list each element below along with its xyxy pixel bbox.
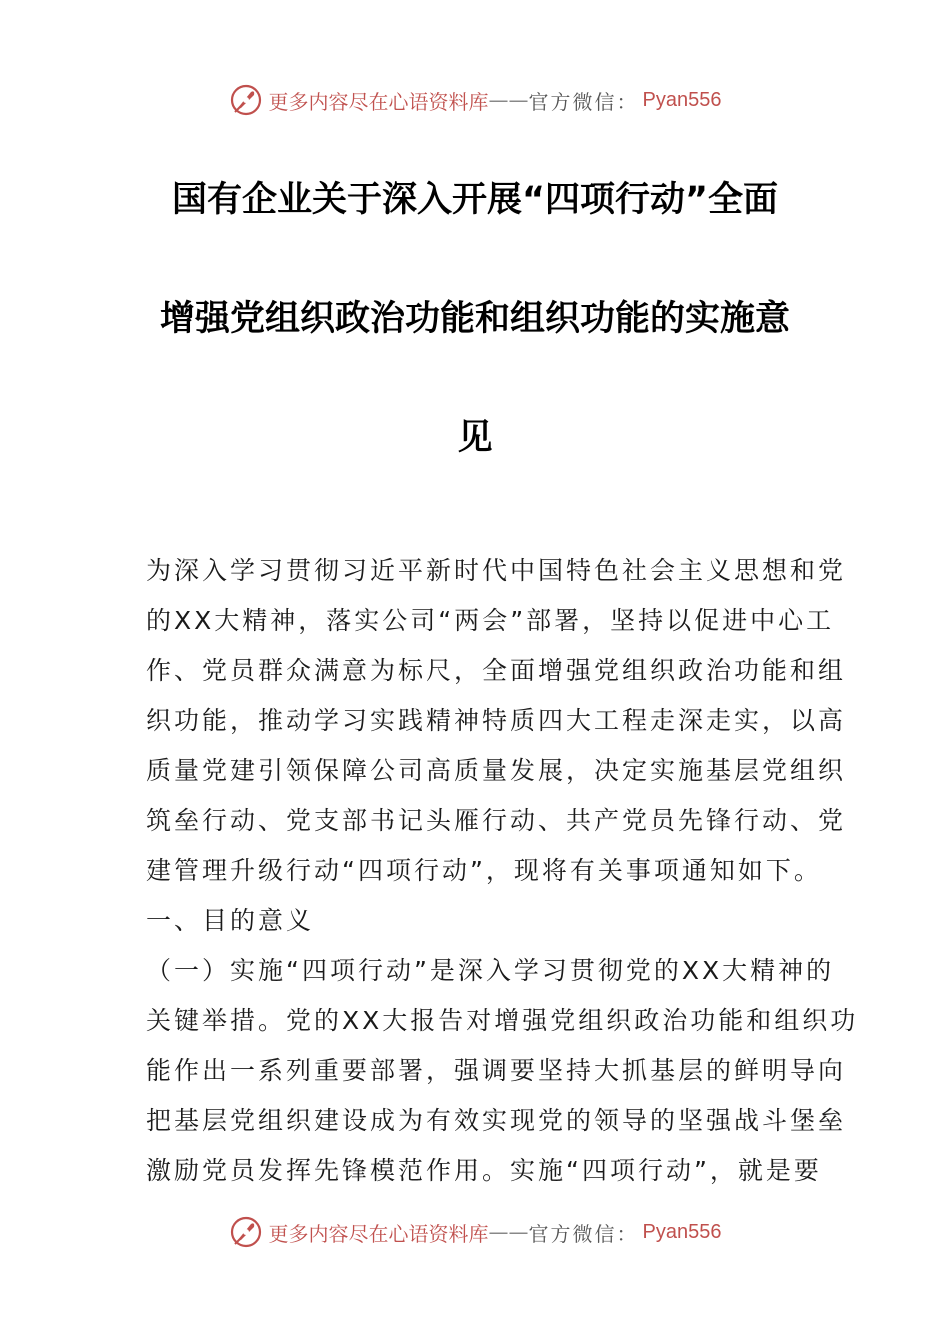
watermark-wechat-label: 官方微信：: [528, 1221, 639, 1246]
body-line: 能作出一系列重要部署，强调要坚持大抓基层的鲜明导向: [146, 1056, 847, 1085]
watermark-banner-top: [0, 80, 950, 120]
document-title-line-2: 增强党组织政治功能和组织功能的实施意: [159, 299, 790, 339]
body-line: （一）实施“四项行动”是深入学习贯彻党的XX大精神的: [146, 956, 835, 985]
document-title-line-3: 见: [457, 418, 493, 458]
watermark-wechat-id: Pyan556: [642, 1220, 722, 1243]
body-line: 的XX大精神，落实公司“两会”部署，坚持以促进中心工: [146, 606, 835, 635]
body-line: 关键举措。党的XX大报告对增强党组织政治功能和组织功: [146, 1006, 859, 1035]
watermark-banner-bottom: [0, 1212, 950, 1252]
body-line: 筑垒行动、党支部书记头雁行动、共产党员先锋行动、党: [146, 806, 847, 835]
section-heading: 一、目的意义: [146, 906, 315, 935]
watermark-text: 更多内容尽在心语资料库: [268, 1221, 489, 1246]
body-line: 织功能，推动学习实践精神特质四大工程走深走实，以高: [146, 706, 847, 735]
body-line: 质量党建引领保障公司高质量发展，决定实施基层党组织: [146, 756, 847, 785]
watermark-wechat-label: 官方微信：: [528, 89, 639, 114]
watermark-dash: ——: [488, 88, 529, 112]
watermark-text: 更多内容尽在心语资料库: [268, 89, 489, 114]
body-line: 为深入学习贯彻习近平新时代中国特色社会主义思想和党: [146, 556, 847, 585]
watermark-dash: ——: [488, 1220, 529, 1244]
document-title-line-1: 国有企业关于深入开展“四项行动”全面: [171, 180, 778, 220]
document-body: [146, 546, 859, 1196]
body-line: 作、党员群众满意为标尺，全面增强党组织政治功能和组: [146, 656, 847, 685]
quill-logo-icon: [229, 83, 263, 117]
body-line-last: 建管理升级行动“四项行动”，现将有关事项通知如下。: [146, 856, 822, 885]
body-line: 把基层党组织建设成为有效实现党的领导的坚强战斗堡垒: [146, 1106, 847, 1135]
watermark-wechat-id: Pyan556: [642, 88, 722, 111]
quill-logo-icon: [229, 1215, 263, 1249]
body-line: 激励党员发挥先锋模范作用。实施“四项行动”，就是要: [146, 1156, 822, 1185]
